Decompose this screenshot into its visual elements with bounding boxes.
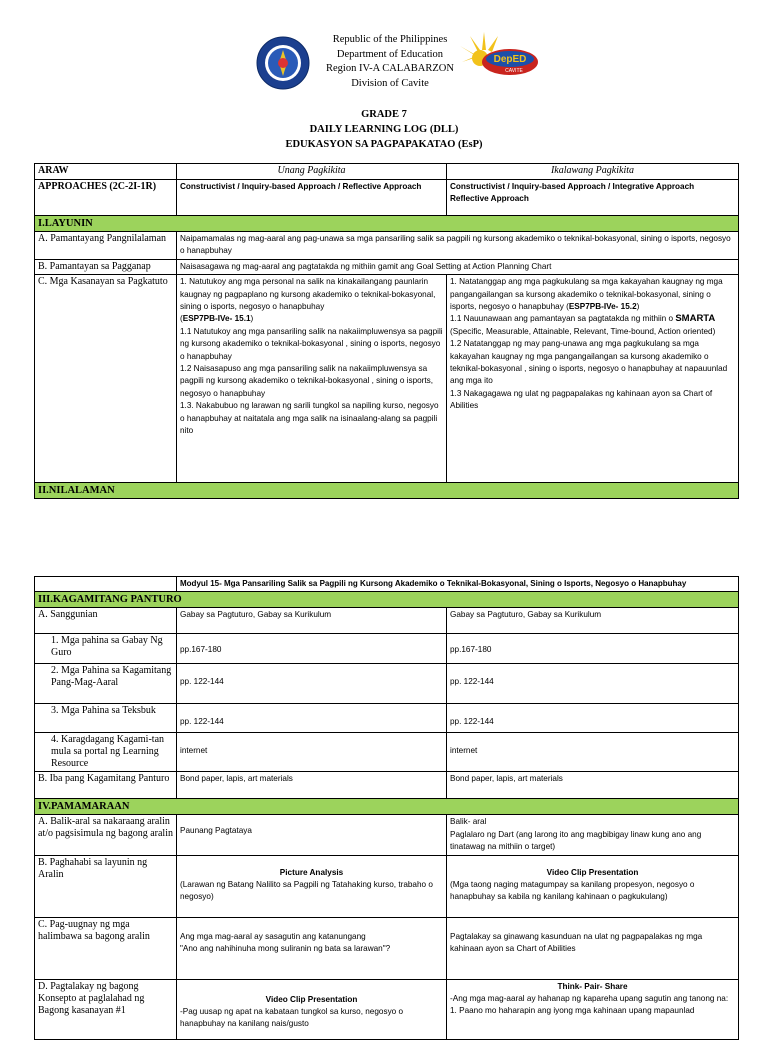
araw-row (35, 164, 739, 180)
kasanayan-day2 (447, 275, 739, 483)
republic-line: Republic of the Philippines (332, 34, 448, 45)
sanggunian-label: A. Sanggunian (35, 608, 177, 634)
division-line: Division of Cavite (351, 77, 429, 89)
video-clip-body-day1: -Pag uusap ng apat na kabataan tungkol sa kurso, negosyo o hanapbuhay na kanilang nais/gusto (180, 1007, 404, 1029)
day2-header: Ikalawang Pagkikita (447, 164, 739, 180)
department-line: Department of Education (336, 48, 444, 60)
think-pair-share-body: -Ang mga mag-aaral ay hahanap ng kapareha upang sagutin ang tanong na: 1. Paano mo haharapin ang iyong mga kahinaan upang mapaunlad (450, 994, 729, 1016)
balik-aral-day1: Paunang Pagtataya (177, 815, 447, 855)
pagtalakay-row (35, 979, 739, 1039)
balik-aral-row (35, 815, 739, 855)
pag-uugnay-day1: Ang mga mag-aaral ay sasagutin ang katanungang "Ano ang nahihinuha mong suliranin ng bata sa larawan"? (177, 917, 447, 979)
kasanayan-row (35, 275, 739, 483)
sanggunian-row (35, 608, 739, 634)
modyul-empty-cell (35, 577, 177, 592)
kagamitan-section-row (35, 592, 739, 608)
dll-table-page2 (34, 576, 739, 1040)
gabay-guro-row (35, 634, 739, 664)
video-clip-title-day2: Video Clip Presentation (546, 867, 639, 877)
iba-pang-kagamitan-row (35, 772, 739, 799)
pag-uugnay-label: C. Pag-uugnay ng mga halimbawa sa bagong aralin (35, 917, 177, 979)
video-clip-title-day1: Video Clip Presentation (265, 994, 358, 1004)
layunin-section-row (35, 216, 739, 232)
pamantayang-pangnilalaman-value: Naipamamalas ng mag-aaral ang pag-unawa sa mga pansariling salik sa pagpili ng kursong akademiko o teknikal-bokasyonal, sining o isports, negosyo o hanapbuhay (177, 232, 739, 260)
kasanayan-day2-text-a: 1. Natatanggap ang mga pagkukulang sa mga kakayahan kaugnay ng mga pangangailangan sa kursong akademiko o teknikal-bokasyonal, sining o isports, negosyo o hanapbuhay ( (450, 277, 723, 312)
nilalaman-section-row (35, 483, 739, 499)
kasanayan-day2-code: ESP7PB-IVe- 15.2 (568, 302, 637, 312)
paghahabi-label: B. Paghahabi sa layunin ng Aralin (35, 855, 177, 917)
kagamitang-mag-aaral-day2: pp. 122-144 (447, 664, 739, 704)
kasanayan-label: C. Mga Kasanayan sa Pagkatuto (35, 275, 177, 483)
pagtalakay-day1 (177, 979, 447, 1039)
kagamitang-mag-aaral-label: 2. Mga Pahina sa Kagamitang Pang-Mag-Aaral (35, 664, 177, 704)
grade-title: GRADE 7 (361, 109, 407, 120)
gabay-guro-label: 1. Mga pahina sa Gabay Ng Guro (35, 634, 177, 664)
approaches-row (35, 180, 739, 216)
learning-resource-row (35, 733, 739, 772)
paghahabi-day2 (447, 855, 739, 917)
kasanayan-day1-text-b: ) 1.1 Natutukoy ang mga pansariling salik na nakaiimpluwensya sa pagpili ng kursong akademiko o teknikal-bokasyonal , sining o isports, negosyo o hanapbuhay 1.2 Naisasapuso ang mga pansariling salik na nakaiimpluwensya sa pagpili ng kursong akademiko o teknikal-bokasyonal , sining o isports, negosyo o hanapbuhay 1.3. Nakabubuo ng larawan ng sarili tungkol sa napiling kurso, negosyo o hanapbuhay at naitatala ang mga salik na isinaalang-alang sa pagpili nito (180, 314, 443, 436)
pamamaraan-header: IV.PAMAMARAAN (35, 799, 739, 815)
agency-header-text (300, 33, 480, 91)
kasanayan-day2-text-c: (Specific, Measurable, Attainable, Relevant, Time-bound, Action oriented) 1.2 Natatanggap ng may pang-unawa ang mga pagkukulang sa mga kakayahan kaugnay ng mga pangangailangan sa kursong akademiko o teknikal-bokasyonal , sining o isports, negosyo o hanapbuhay at napauunlad ang mga ito 1.3 Nakagagawa ng ulat ng pagpapalakas ng kahinaan ayon sa Chart of Abilities (450, 326, 728, 411)
kagamitan-header: III.KAGAMITANG PANTURO (35, 592, 739, 608)
pamantayang-pangnilalaman-row (35, 232, 739, 260)
pag-uugnay-row (35, 917, 739, 979)
kasanayan-day2-text-b: ) 1.1 Nauunawaan ang pamantayan sa pagtatakda ng mithiin o (450, 302, 674, 324)
dll-table-page1 (34, 163, 739, 499)
pagtalakay-label: D. Pagtalakay ng bagong Konsepto at paglalahad ng Bagong kasanayan #1 (35, 979, 177, 1039)
region-line: Region IV-A CALABARZON (326, 63, 454, 74)
teksbuk-day2: pp. 122-144 (447, 704, 739, 733)
gabay-guro-day1: pp.167-180 (177, 634, 447, 664)
layunin-header: I.LAYUNIN (35, 216, 739, 232)
nilalaman-header: II.NILALAMAN (35, 483, 739, 499)
iba-pang-kagamitan-day1: Bond paper, lapis, art materials (177, 772, 447, 799)
teksbuk-row (35, 704, 739, 733)
pamantayang-pangnilalaman-label: A. Pamantayang Pangnilalaman (35, 232, 177, 260)
video-clip-body-day2: (Mga taong naging matagumpay sa kanilang propesyon, negosyo o hanapbuhay sa kabila ng kanilang kahinaan o pagkukulang) (450, 880, 695, 902)
picture-analysis-body: (Larawan ng Batang Nalilito sa Pagpili ng Tatahaking kurso, trabaho o negosyo) (180, 880, 433, 902)
deped-cavite-logo-icon (456, 28, 540, 84)
logo-text: DepED (493, 54, 527, 65)
pamantayan-pagganap-value: Naisasagawa ng mag-aaral ang pagtatakda ng mithiin gamit ang Goal Setting at Action Planning Chart (177, 259, 739, 274)
iba-pang-kagamitan-label: B. Iba pang Kagamitang Panturo (35, 772, 177, 799)
learning-resource-label: 4. Karagdagang Kagami-tan mula sa portal ng Learning Resource (35, 733, 177, 772)
sanggunian-day1: Gabay sa Pagtuturo, Gabay sa Kurikulum (177, 608, 447, 634)
logo-sub-text: CAVITE (505, 68, 523, 74)
pagtalakay-day2 (447, 979, 739, 1039)
approach-day1: Constructivist / Inquiry-based Approach / Reflective Approach (177, 180, 447, 216)
paghahabi-row (35, 855, 739, 917)
balik-aral-label: A. Balik-aral sa nakaraang aralin at/o pagsisimula ng bagong aralin (35, 815, 177, 855)
teksbuk-label: 3. Mga Pahina sa Teksbuk (35, 704, 177, 733)
kasanayan-day1-text-a: 1. Natutukoy ang mga personal na salik na kinakailangang paunlarin kaugnay ng pagpaplano ng kursong akademiko o teknikal-bokasyonal, sining o isports, negosyo o hanapbuhay ( (180, 277, 436, 324)
kagamitang-mag-aaral-row (35, 664, 739, 704)
pag-uugnay-day2: Pagtalakay sa ginawang kasunduan na ulat ng pagpapalakas ng mga kahinaan ayon sa Chart of Abilities (447, 917, 739, 979)
smarta-term: SMARTA (675, 313, 716, 325)
araw-label: ARAW (35, 164, 177, 180)
modyul-title: Modyul 15- Mga Pansariling Salik sa Pagpili ng Kursong Akademiko o Teknikal-Bokasyonal, Sining o Isports, Negosyo o Hanapbuhay (177, 577, 739, 592)
sanggunian-day2: Gabay sa Pagtuturo, Gabay sa Kurikulum (447, 608, 739, 634)
document-title (0, 107, 768, 152)
pamantayan-pagganap-label: B. Pamantayan sa Pagganap (35, 259, 177, 274)
teksbuk-day1: pp. 122-144 (177, 704, 447, 733)
kasanayan-day1-code: ESP7PB-IVe- 15.1 (182, 314, 251, 324)
balik-aral-day2: Balik- aral Paglalaro ng Dart (ang larong ito ang magbibigay linaw kung ano ang tinatawag na mithiin o target) (447, 815, 739, 855)
think-pair-share-title: Think- Pair- Share (557, 981, 628, 991)
iba-pang-kagamitan-day2: Bond paper, lapis, art materials (447, 772, 739, 799)
pamantayan-pagganap-row (35, 259, 739, 274)
day1-header: Unang Pagkikita (177, 164, 447, 180)
log-title: DAILY LEARNING LOG (DLL) (309, 124, 459, 135)
learning-resource-day2: internet (447, 733, 739, 772)
subject-title: EDUKASYON SA PAGPAPAKATAO (EsP) (285, 139, 483, 150)
learning-resource-day1: internet (177, 733, 447, 772)
kasanayan-day1 (177, 275, 447, 483)
modyul-row (35, 577, 739, 592)
paghahabi-day1 (177, 855, 447, 917)
pamamaraan-section-row (35, 799, 739, 815)
picture-analysis-title: Picture Analysis (279, 867, 344, 877)
approaches-label: APPROACHES (2C-2I-1R) (35, 180, 177, 216)
kagamitang-mag-aaral-day1: pp. 122-144 (177, 664, 447, 704)
approach-day2: Constructivist / Inquiry-based Approach / Integrative Approach Reflective Approach (447, 180, 739, 216)
document-header (0, 0, 768, 160)
gabay-guro-day2: pp.167-180 (447, 634, 739, 664)
